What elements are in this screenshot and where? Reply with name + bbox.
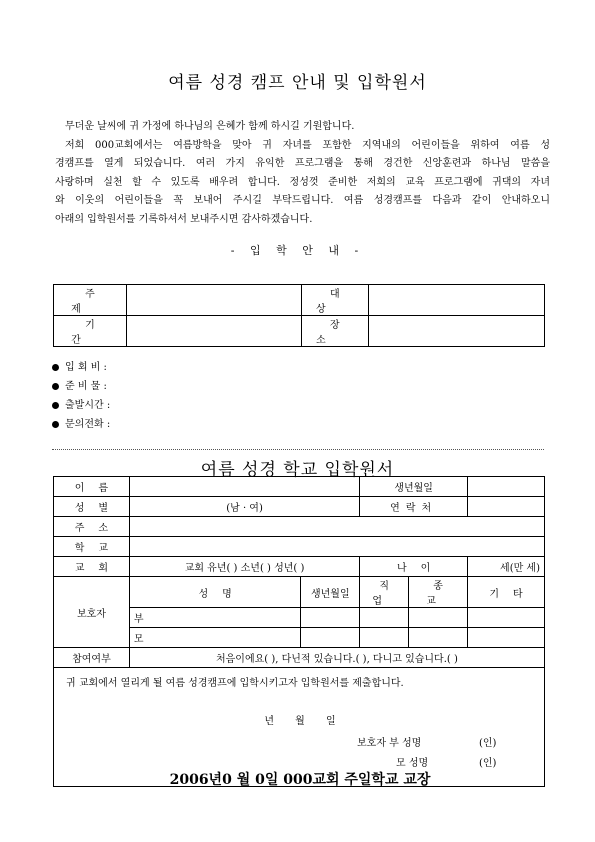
school-field[interactable] <box>129 537 544 557</box>
age-field[interactable]: 세(만 세) <box>468 557 545 577</box>
contact-label: 연락처 <box>360 497 468 517</box>
guardian-job-header: 직업 <box>360 577 409 608</box>
bullet-label: 문의전화 : <box>65 419 111 430</box>
intro-line: 무더운 날씨에 귀 가정에 하나님의 은혜가 함께 하시길 기원합니다. <box>65 121 355 132</box>
father-job-field[interactable] <box>360 608 409 628</box>
info-table <box>53 284 545 347</box>
section-heading: - 입 학 안 내 - <box>230 244 365 257</box>
bullet-dot-icon <box>52 402 59 409</box>
guardian-label: 보호자 <box>54 577 130 648</box>
contact-field[interactable] <box>468 497 545 517</box>
mother-birth-field[interactable] <box>301 628 360 648</box>
application-form <box>53 476 545 787</box>
bullet-item <box>52 415 110 434</box>
name-field[interactable] <box>129 477 359 497</box>
school-label: 학교 <box>54 537 130 557</box>
participation-field[interactable]: 처음이에요( ), 다닌적 있습니다.( ), 다니고 있습니다.( ) <box>129 648 544 668</box>
bullet-dot-icon <box>52 421 59 428</box>
address-field[interactable] <box>129 517 544 537</box>
mother-religion-field[interactable] <box>409 628 468 648</box>
intro-line: 경캠프를 열게 되었습니다. 여러 가지 유익한 프로그램을 통해 경건한 신앙훈련과 하나님 말씀을 <box>55 158 550 170</box>
mother-sign-label: 모 성명 <box>396 758 429 769</box>
address-label: 주소 <box>54 517 130 537</box>
bullet-label: 준 비 물 : <box>65 381 107 392</box>
father-seal: (인) <box>479 738 497 749</box>
mother-job-field[interactable] <box>360 628 409 648</box>
intro-line: 저희 000교회에서는 여름방학을 맞아 귀 자녀를 포함한 지역내의 어린이들을 위하여 여름 성 <box>65 139 550 151</box>
father-sign-label: 보호자 부 성명 <box>357 738 422 749</box>
gender-field[interactable]: (남 · 여) <box>129 497 359 517</box>
father-religion-field[interactable] <box>409 608 468 628</box>
submission-notice: 귀 교회에서 열리게 될 여름 성경캠프에 입학시키고자 입학원서를 제출합니다. <box>66 678 404 689</box>
intro-paragraph <box>55 118 550 230</box>
bullet-item <box>52 358 110 377</box>
intro-line: 와 이웃의 어린이들을 꼭 보내어 주시길 부탁드립니다. 여름 성경캠프를 다음과 같이 안내하오니 <box>55 195 550 207</box>
father-etc-field[interactable] <box>468 608 545 628</box>
bullet-dot-icon <box>52 383 59 390</box>
signature-section <box>54 668 545 787</box>
bullet-label: 출발시간 : <box>65 400 111 411</box>
intro-line: 아래의 입학원서를 기록하셔서 보내주시면 감사하겠습니다. <box>55 213 313 225</box>
mother-etc-field[interactable] <box>468 628 545 648</box>
birthdate-field[interactable] <box>468 477 545 497</box>
date-line: 년 월 일 <box>264 716 336 727</box>
subject-field[interactable] <box>127 285 302 316</box>
bullet-label: 입 회 비 : <box>65 362 107 373</box>
bullet-item <box>52 396 110 415</box>
father-birth-field[interactable] <box>301 608 360 628</box>
guardian-birth-header: 생년월일 <box>301 577 360 608</box>
period-label: 기간 <box>54 316 127 347</box>
cut-line <box>52 449 544 450</box>
bullet-item <box>52 377 110 396</box>
mother-label: 모 <box>133 634 144 645</box>
mother-seal: (인) <box>479 758 497 769</box>
intro-line: 사랑하며 실천 할 수 있도록 배우려 합니다. 정성껏 준비한 저희의 교육 프로그램에 귀댁의 자녀 <box>55 176 550 188</box>
target-label: 대상 <box>302 285 369 316</box>
subject-label: 주제 <box>54 285 127 316</box>
period-field[interactable] <box>127 316 302 347</box>
birthdate-label: 생년월일 <box>360 477 468 497</box>
info-bullets <box>52 358 110 434</box>
bullet-dot-icon <box>52 364 59 371</box>
place-field[interactable] <box>368 316 544 347</box>
name-label: 이름 <box>54 477 130 497</box>
target-field[interactable] <box>368 285 544 316</box>
form-title: 여름 성경 학교 입학원서 <box>200 460 395 480</box>
guardian-etc-header: 기타 <box>468 577 545 608</box>
guardian-religion-header: 종교 <box>409 577 468 608</box>
page-title: 여름 성경 캠프 안내 및 입학원서 <box>168 73 427 93</box>
gender-label: 성별 <box>54 497 130 517</box>
guardian-name-header: 성명 <box>129 577 301 608</box>
participation-label: 참여여부 <box>54 648 130 668</box>
place-label: 장소 <box>302 316 369 347</box>
footer-signature: 2006년0 월 0일 000교회 주일학교 교장 <box>169 772 431 788</box>
mother-row[interactable] <box>129 628 301 648</box>
church-field[interactable]: 교회 유년( ) 소년( ) 성년( ) <box>129 557 359 577</box>
church-label: 교회 <box>54 557 130 577</box>
age-label: 나이 <box>360 557 468 577</box>
father-row[interactable] <box>129 608 301 628</box>
father-label: 부 <box>133 614 144 625</box>
